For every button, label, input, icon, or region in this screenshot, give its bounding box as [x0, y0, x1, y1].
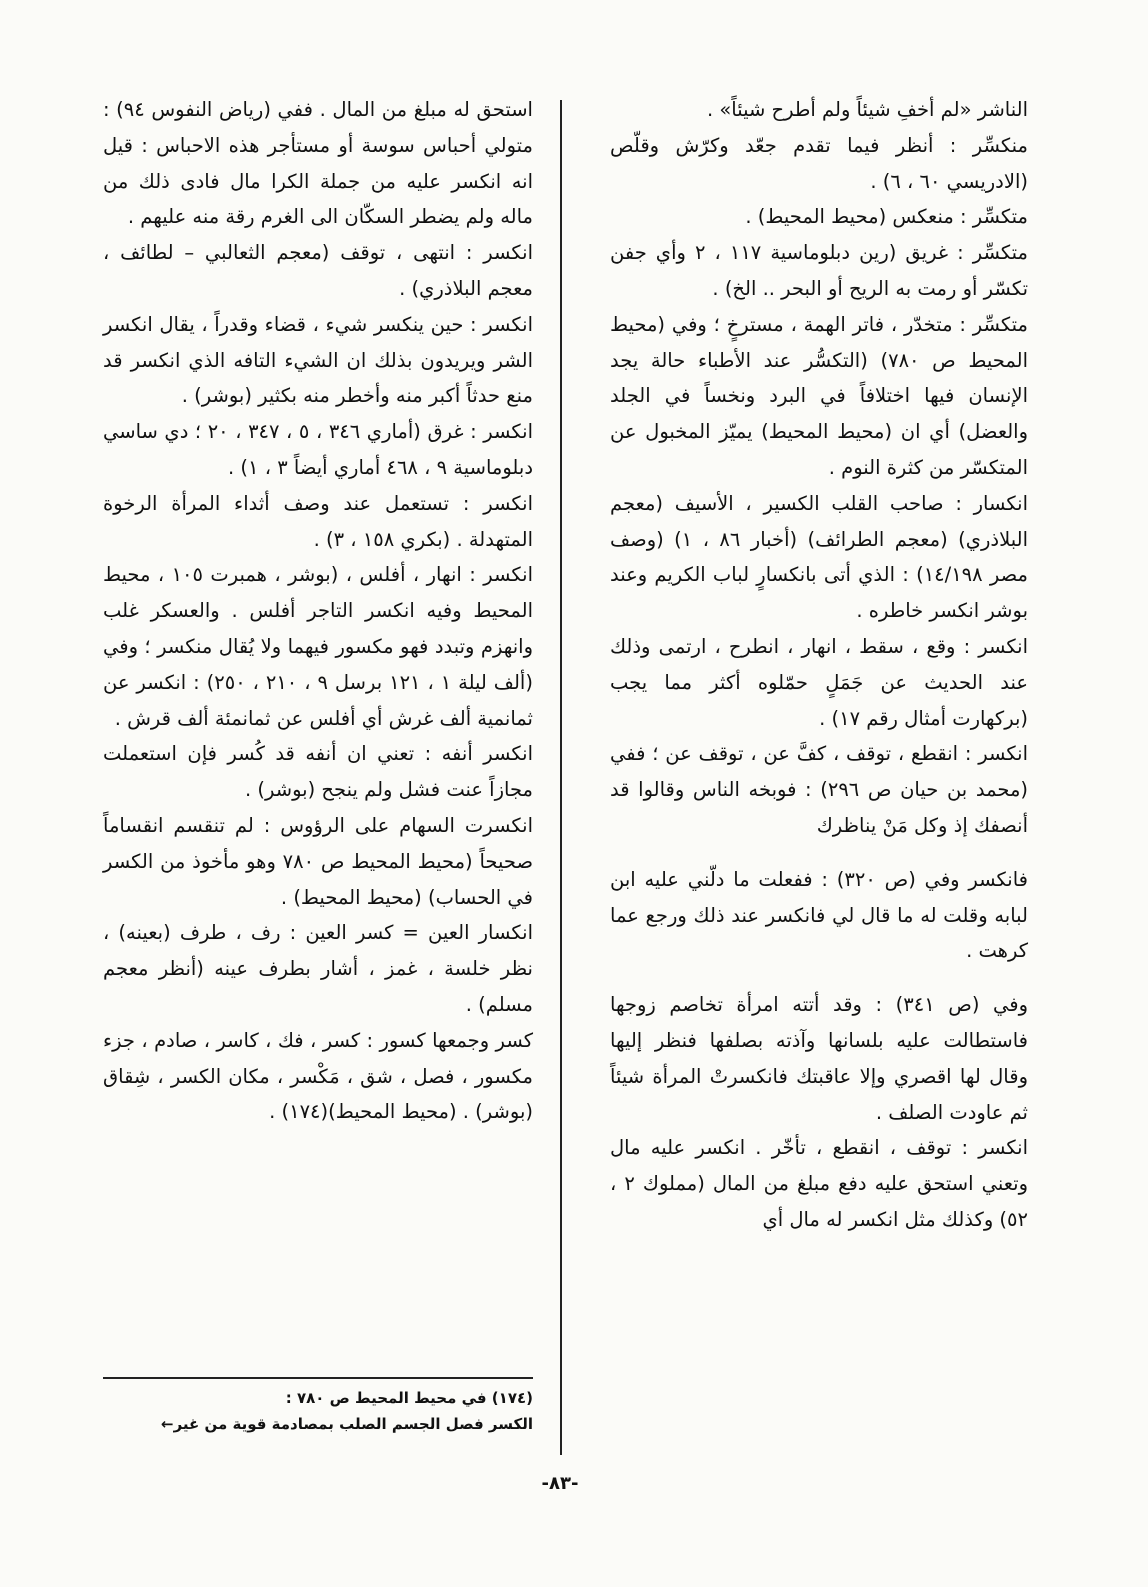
entry-paragraph: انكسر : انتهى ، توقف (معجم الثعالبي – لطائف ، معجم البلاذري) . — [103, 241, 533, 300]
entry-paragraph: انكسر : انقطع ، توقف ، كفَّ عن ، توقف عن ؛ ففي (محمد بن حيان ص ٢٩٦) : فوبخه الناس وقالوا قد أنصفك إذ وكل مَنْ يناظرك — [610, 742, 1028, 837]
entry-paragraph: انكسر : وقع ، سقط ، انهار ، انطرح ، ارتمى وذلك عند الحديث عن جَمَلٍ حمّلوه أكثر مما يجب (بركهارت أمثال رقم ١٧) . — [610, 634, 1028, 730]
footnote-rule — [103, 1377, 533, 1379]
column-divider — [560, 100, 562, 1455]
entry-paragraph: انكسر : حين ينكسر شيء ، قضاء وقدراً ، يقال انكسر الشر ويريدون بذلك ان الشيء التافه الذي انكسر قد منع حدثاً أكبر منه وأخطر منه بكثير (بوشر) . — [103, 312, 533, 408]
entry-paragraph: انكسر : تستعمل عند وصف أثداء المرأة الرخوة المتهدلة . (بكري ١٥٨ ، ٣) . — [103, 491, 533, 551]
entry-paragraph: انكسرت السهام على الرؤوس : لم تنقسم انقساماً صحيحاً (محيط المحيط ص ٧٨٠ وهو مأخوذ من الكسر في الحساب) (محيط المحيط) . — [103, 813, 533, 909]
entry-paragraph: فانكسر وفي (ص ٣٢٠) : ففعلت ما دلّني عليه ابن لبابه وقلت له ما قال لي فانكسر عند ذلك ورجع عما كرهت . — [610, 867, 1028, 963]
page-number: -٨٣- — [541, 1473, 579, 1494]
entry-paragraph: متكسِّر : منعكس (محيط المحيط) . — [745, 205, 1028, 229]
entry-paragraph: انكسر : غرق (أماري ٣٤٦ ، ٥ ، ٣٤٧ ، ٢٠ ؛ دي ساسي دبلوماسية ٩ ، ٤٦٨ أماري أيضاً ٣ ، ١) . — [103, 420, 533, 479]
right-column — [610, 92, 1028, 1238]
entry-paragraph: منكسِّر : أنظر فيما تقدم جعّد وكرّش وقلّص (الادريسي ٦٠ ، ٦) . — [610, 133, 1028, 193]
footnote-line: (١٧٤) في محيط المحيط ص ٧٨٠ : — [285, 1389, 533, 1407]
entry-paragraph: الناشر «لم أخفِ شيئاً ولم أطرح شيئاً» . — [706, 98, 1028, 121]
entry-paragraph: كسر وجمعها كسور : كسر ، فك ، كاسر ، صادم ، جزء مكسور ، فصل ، شق ، مَكْسر ، مكان الكسر ، شِقاق (بوشر) . (محيط المحيط)(١٧٤) . — [103, 1028, 533, 1124]
entry-paragraph: انكسار العين = كسر العين : رف ، طرف (بعينه) ، نظر خلسة ، غمز ، أشار بطرف عينه (أنظر معجم مسلم) . — [103, 921, 533, 1016]
entry-paragraph: متكسِّر : متخدّر ، فاتر الهمة ، مسترخٍ ؛ وفي (محيط المحيط ص ٧٨٠) (التكسُّر عند الأطباء حالة يجد الإنسان فيها اختلافاً في البرد ونخساً في الجلد والعضل) أي ان (محيط المحيط) يميّز المخبول عن المتكسّر من كثرة النوم . — [610, 312, 1029, 479]
entry-paragraph: استحق له مبلغ من المال . ففي (رياض النفوس ٩٤) : متولي أحباس سوسة أو مستأجر هذه الاحباس : قيل انه انكسر عليه من جملة الكرا مال فادى ذلك من ماله ولم يضطر السكّان الى الغرم رقة منه عليهم . — [103, 98, 533, 229]
entry-paragraph: انكسار : صاحب القلب الكسير ، الأسيف (معجم البلاذري) (معجم الطرائف) (أخبار ٨٦ ، ١) (وصف مصر ١٤/١٩٨) : الذي أتى بانكسارٍ لباب الكريم وعند بوشر انكسر خاطره . — [610, 491, 1028, 623]
footnote — [80, 1385, 533, 1437]
entry-paragraph: متكسِّر : غريق (رين دبلوماسية ١١٧ ، ٢ وأي جفن تكسّر أو رمت به الريح أو البحر .. الخ) . — [610, 241, 1028, 300]
entry-paragraph: انكسر : انهار ، أفلس ، (بوشر ، همبرت ١٠٥ ، محيط المحيط وفيه انكسر التاجر أفلس . والعسكر غلب وانهزم وتبدد فهو مكسور فيهما ولا يُقال منكسر ؛ وفي (ألف ليلة ١ ، ١٢١ برسل ٩ ، ٢١٠ ، ٢٥٠) : انكسر عن ثمانمية ألف غرش أي أفلس عن ثمانمئة ألف قرش . — [103, 563, 533, 730]
entry-paragraph: انكسر أنفه : تعني ان أنفه قد كُسر فإن استعملت مجازاً عنت فشل ولم ينجح (بوشر) . — [103, 742, 533, 802]
left-column — [103, 92, 533, 1130]
entry-paragraph: انكسر : توقف ، انقطع ، تأخّر . انكسر عليه مال وتعني استحق عليه دفع مبلغ من المال (مملوك ٢ ، ٥٢) وكذلك مثل انكسر له مال أي — [610, 1136, 1028, 1231]
entry-paragraph: وفي (ص ٣٤١) : وقد أتته امرأة تخاصم زوجها فاستطالت عليه بلسانها وآذته بصلفها فنظر إليها وقال لها اقصري وإلا عاقبتك فانكسرتْ المرأة شيئاً ثم عاودت الصلف . — [610, 993, 1029, 1124]
footnote-line: الكسر فصل الجسم الصلب بمصادمة قوية من غير← — [161, 1415, 533, 1433]
